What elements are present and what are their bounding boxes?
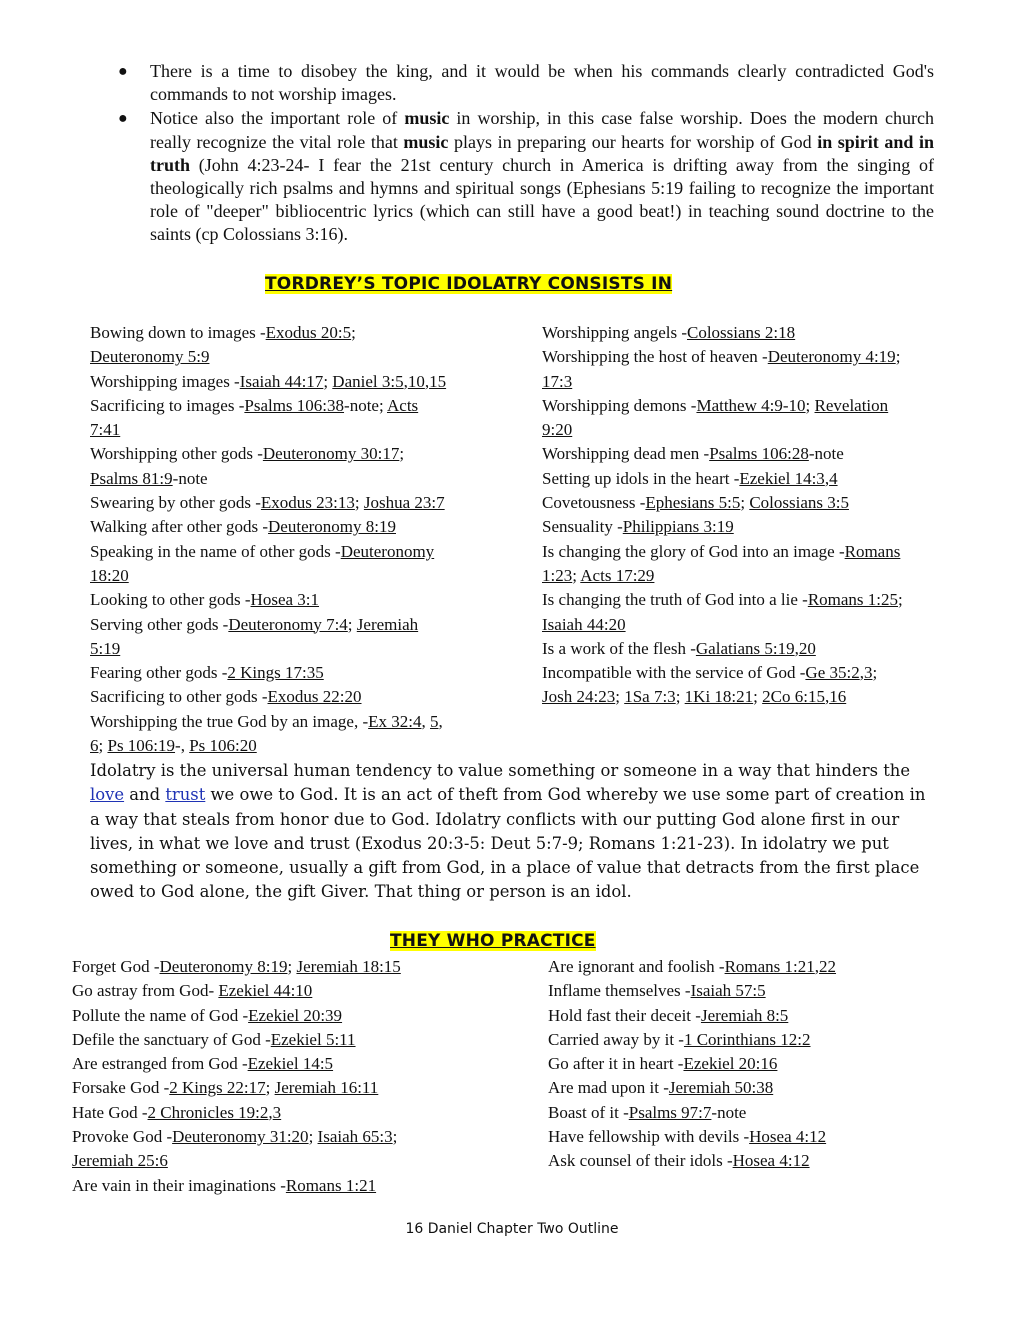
scripture-link[interactable]: 1Sa 7:3 xyxy=(624,687,676,707)
idolatry-right-column xyxy=(542,321,942,710)
text-run: Worshipping demons - xyxy=(542,395,697,415)
scripture-link[interactable]: Isaiah 65:3 xyxy=(317,1127,393,1147)
scripture-link[interactable]: Romans xyxy=(844,541,901,561)
scripture-link[interactable]: Romans 1:21 xyxy=(724,957,815,976)
outline-line xyxy=(72,1101,532,1125)
scripture-link[interactable]: Revelation xyxy=(814,395,889,415)
text-run: Looking to other gods - xyxy=(90,590,251,610)
scripture-link[interactable]: 2 Chronicles 19:2 xyxy=(147,1102,269,1122)
practice-left-column xyxy=(72,955,532,1198)
text-run: ; xyxy=(287,957,297,976)
scripture-link[interactable]: 2 Kings 22:17 xyxy=(169,1078,266,1098)
outline-line xyxy=(90,345,490,369)
scripture-link[interactable]: Jeremiah 18:15 xyxy=(296,957,401,976)
scripture-link[interactable]: Deuteronomy 8:19 xyxy=(159,957,288,976)
scripture-link[interactable]: 4 xyxy=(829,468,838,488)
text-run: , xyxy=(424,371,430,391)
idolatry-definition-paragraph xyxy=(90,759,926,905)
outline-line xyxy=(90,394,490,418)
text-run: ; xyxy=(347,614,357,634)
outline-line xyxy=(72,1028,532,1052)
emphasis-text: in spirit and in truth xyxy=(150,131,934,175)
outline-line xyxy=(542,394,942,418)
scripture-link[interactable]: Galatians 5:19 xyxy=(695,638,795,658)
outline-line xyxy=(72,1076,532,1100)
scripture-link[interactable]: 18:20 xyxy=(90,565,129,585)
scripture-link[interactable]: 2 Kings 17:35 xyxy=(227,663,324,683)
scripture-link[interactable]: Hosea 4:12 xyxy=(732,1151,810,1171)
scripture-link[interactable]: Deuteronomy xyxy=(340,541,435,561)
text-run: ; xyxy=(615,687,625,707)
text-run: Boast of it - xyxy=(548,1102,629,1122)
outline-line xyxy=(90,467,490,491)
outline-line xyxy=(72,979,532,1003)
scripture-link[interactable]: Ezekiel 14:5 xyxy=(247,1054,334,1074)
text-run: ; xyxy=(872,663,878,683)
text-run: Covetousness - xyxy=(542,493,646,513)
outline-line xyxy=(90,564,490,588)
practice-right-column xyxy=(548,955,968,1174)
bullet-dot-icon: ● xyxy=(118,110,128,128)
text-run: , xyxy=(824,687,830,707)
text-run: Inflame themselves - xyxy=(548,981,691,1001)
outline-line xyxy=(90,685,490,709)
text-run: Hate God - xyxy=(72,1102,148,1122)
text-run: Carried away by it - xyxy=(548,1029,684,1049)
scripture-link[interactable]: Exodus 20:5 xyxy=(265,323,352,342)
text-run: Forget God - xyxy=(72,957,160,976)
text-run: , xyxy=(438,711,443,731)
scripture-link[interactable]: Psalms 106:38 xyxy=(244,395,345,415)
outline-line xyxy=(90,710,490,734)
bullet-item xyxy=(112,107,934,246)
text-run: -, xyxy=(175,736,190,756)
section-heading-practice xyxy=(390,931,596,951)
outline-line xyxy=(90,515,490,539)
outline-line xyxy=(542,467,942,491)
text-run: Serving other gods - xyxy=(90,614,229,634)
text-run: ; xyxy=(265,1078,275,1098)
scripture-link[interactable]: Ge 35:2 xyxy=(805,663,860,683)
scripture-link[interactable]: 17:3 xyxy=(542,371,573,391)
scripture-link[interactable]: Jeremiah 50:38 xyxy=(668,1078,774,1098)
text-run: Hold fast their deceit - xyxy=(548,1005,701,1025)
emphasis-text: music xyxy=(403,131,449,152)
text-run: Walking after other gods - xyxy=(90,517,269,537)
scripture-link[interactable]: Colossians 2:18 xyxy=(687,323,796,342)
section-heading-text: TORDREY’S TOPIC IDOLATRY CONSISTS IN xyxy=(265,274,673,294)
scripture-link[interactable]: Deuteronomy 7:4 xyxy=(228,614,348,634)
text-run: ; xyxy=(308,1127,318,1147)
outline-line xyxy=(90,418,490,442)
text-run: Ask counsel of their idols - xyxy=(548,1151,733,1171)
scripture-link[interactable]: Daniel 3:5 xyxy=(332,371,404,391)
scripture-link[interactable]: Ezekiel 14:3 xyxy=(739,468,825,488)
scripture-link[interactable]: 5 xyxy=(430,711,439,731)
scripture-link[interactable]: 20 xyxy=(798,638,816,658)
text-run: ; xyxy=(399,444,405,464)
scripture-link[interactable]: 6 xyxy=(90,736,99,756)
outline-line xyxy=(542,345,942,369)
text-run: Worshipping other gods - xyxy=(90,444,263,464)
text-run: Worshipping the true God by an image, - xyxy=(90,711,369,731)
scripture-link[interactable]: 1Ki 18:21 xyxy=(684,687,754,707)
text-run: Provoke God - xyxy=(72,1127,173,1147)
text-run: Have fellowship with devils - xyxy=(548,1127,750,1147)
text-run: -note xyxy=(711,1102,747,1122)
outline-line xyxy=(542,564,942,588)
scripture-link[interactable]: Deuteronomy 31:20 xyxy=(172,1127,309,1147)
scripture-link[interactable]: 3 xyxy=(863,663,873,683)
outline-line xyxy=(90,442,490,466)
text-run: , xyxy=(421,711,430,731)
text-run: ; xyxy=(805,395,815,415)
text-run: Worshipping the host of heaven - xyxy=(542,347,768,367)
outline-line xyxy=(542,515,942,539)
text-run: ; xyxy=(572,565,581,585)
section-heading-idolatry xyxy=(265,274,672,294)
scripture-link[interactable]: 7:41 xyxy=(90,420,121,440)
scripture-link[interactable]: Exodus 23:13 xyxy=(260,493,355,513)
outline-line xyxy=(72,1174,532,1198)
text-run: Incompatible with the service of God - xyxy=(542,663,806,683)
text-run: -note xyxy=(172,468,208,488)
outline-line xyxy=(90,321,490,345)
text-run: ; xyxy=(898,590,903,610)
outline-line xyxy=(548,1101,968,1125)
scripture-link[interactable]: Philippians 3:19 xyxy=(622,517,734,537)
text-run: -note xyxy=(808,444,844,464)
text-run: Is a work of the flesh - xyxy=(542,638,696,658)
scripture-link[interactable]: Josh 24:23 xyxy=(542,687,616,707)
scripture-link[interactable]: Ezekiel 20:16 xyxy=(683,1054,778,1074)
scripture-link[interactable]: 16 xyxy=(829,687,847,707)
text-run: ; xyxy=(392,1127,398,1147)
text-run: in worship, in this case false worship. Does the modern church really recognize the vital role that xyxy=(150,108,934,152)
page-footer: 16 Daniel Chapter Two Outline xyxy=(405,1221,619,1237)
scripture-link[interactable]: Ps 106:19 xyxy=(107,736,176,756)
scripture-link[interactable]: Ephesians 5:5 xyxy=(645,493,741,513)
scripture-link[interactable]: Hosea 3:1 xyxy=(250,590,320,610)
outline-line xyxy=(548,1076,968,1100)
text-run: Idolatry is the universal human tendency to value something or someone in a way that hinders the xyxy=(90,761,911,780)
outline-line xyxy=(72,955,532,979)
outline-line xyxy=(90,370,490,394)
scripture-link[interactable]: Ps 106:20 xyxy=(189,736,257,756)
outline-line xyxy=(90,661,490,685)
outline-line xyxy=(542,540,942,564)
text-run: Are estranged from God - xyxy=(72,1054,248,1074)
scripture-link[interactable]: Deuteronomy 30:17 xyxy=(262,444,400,464)
outline-line xyxy=(90,734,490,758)
bullet-item xyxy=(112,60,934,106)
scripture-link[interactable]: Romans 1:21 xyxy=(285,1175,377,1195)
text-run: Setting up idols in the heart - xyxy=(542,468,740,488)
scripture-link[interactable]: Deuteronomy 8:19 xyxy=(268,517,396,537)
scripture-link[interactable]: 9:20 xyxy=(542,420,573,440)
text-run: Worshipping angels - xyxy=(542,323,687,342)
outline-line xyxy=(548,1125,968,1149)
outline-line xyxy=(548,1028,968,1052)
text-run: , xyxy=(824,468,830,488)
scripture-link[interactable]: Jeremiah 25:6 xyxy=(72,1151,168,1171)
bullet-text xyxy=(150,61,934,104)
scripture-link[interactable]: Deuteronomy 4:19 xyxy=(767,347,896,367)
scripture-link[interactable]: 2Co 6:15 xyxy=(762,687,825,707)
idolatry-left-column xyxy=(90,321,490,758)
text-run: Defile the sanctuary of God - xyxy=(72,1029,271,1049)
outline-line xyxy=(542,442,942,466)
outline-line xyxy=(542,370,942,394)
scripture-link[interactable]: Jeremiah xyxy=(356,614,419,634)
outline-line xyxy=(542,588,942,612)
scripture-link[interactable]: Jeremiah 16:11 xyxy=(274,1078,379,1098)
text-run: Worshipping dead men - xyxy=(542,444,710,464)
text-run: ; xyxy=(895,347,901,367)
outline-line xyxy=(72,1149,532,1173)
scripture-link[interactable]: trust xyxy=(165,785,206,805)
text-run: Is changing the glory of God into an image - xyxy=(542,541,845,561)
text-run: Fearing other gods - xyxy=(90,663,228,683)
text-run: we owe to God. It is an act of theft from God whereby we use some part of creation in a way that steals from honor due to God. Idolatry conflicts with our putting God alone first in our lives, in what we love and trust (Exodus 20:3-5: Deut 5:7-9; Romans 1:21-23). In idolatry we put something or someone, usually a gift from God, in a place of value that detracts from the first place owed to God alone, the gift Giver. That thing or person is an idol. xyxy=(90,785,926,902)
text-run: Go after it in heart - xyxy=(548,1054,684,1074)
scripture-link[interactable]: 5:19 xyxy=(90,638,121,658)
scripture-link[interactable]: Romans 1:25 xyxy=(807,590,899,610)
text-run: Worshipping images - xyxy=(90,371,240,391)
outline-line xyxy=(542,661,942,685)
text-run: Go astray from God- xyxy=(72,981,219,1001)
outline-line xyxy=(72,1004,532,1028)
scripture-link[interactable]: Hosea 4:12 xyxy=(749,1127,827,1147)
text-run: Sacrificing to images - xyxy=(90,395,245,415)
text-run: Are vain in their imaginations - xyxy=(72,1175,286,1195)
outline-line xyxy=(548,1052,968,1076)
text-run: ; xyxy=(354,493,364,513)
text-run: (John 4:23-24- I fear the 21st century church in America is drifting away from the singing of theologically rich psalms and hymns and spiritual songs (Ephesians 5:19 failing to recognize the important role of "deeper" bibliocentric lyrics (which can still have a good beat!) in teaching sound doctrine to the saints (cp Colossians 3:16). xyxy=(150,154,934,245)
text-run: There is a time to disobey the king, and it would be when his commands clearly contradicted God's commands to not worship images. xyxy=(150,61,934,105)
scripture-link[interactable]: Jeremiah 8:5 xyxy=(700,1005,789,1025)
text-run: Are mad upon it - xyxy=(548,1078,669,1098)
text-run: Is changing the truth of God into a lie - xyxy=(542,590,808,610)
scripture-link[interactable]: 10 xyxy=(407,371,425,391)
text-run: ; xyxy=(753,687,763,707)
text-run: Are ignorant and foolish - xyxy=(548,957,725,976)
bullet-dot-icon: ● xyxy=(118,63,128,80)
text-run: ; xyxy=(740,493,750,513)
scripture-link[interactable]: Psalms 106:28 xyxy=(709,444,809,464)
outline-line xyxy=(548,979,968,1003)
text-run: Sacrificing to other gods - xyxy=(90,687,268,707)
text-run: Forsake God - xyxy=(72,1078,170,1098)
bullet-list xyxy=(112,60,934,247)
scripture-link[interactable]: Deuteronomy 5:9 xyxy=(90,347,210,367)
scripture-link[interactable]: Isaiah 57:5 xyxy=(690,981,766,1001)
emphasis-text: music xyxy=(404,108,450,129)
text-run: Pollute the name of God - xyxy=(72,1005,249,1025)
text-run: Sensuality - xyxy=(542,517,623,537)
text-run: Speaking in the name of other gods - xyxy=(90,541,341,561)
text-run: , xyxy=(403,371,408,391)
outline-line xyxy=(542,491,942,515)
outline-line xyxy=(72,1052,532,1076)
outline-line xyxy=(72,1125,532,1149)
text-run: , xyxy=(794,638,799,658)
scripture-link[interactable]: Matthew 4:9-10 xyxy=(696,395,806,415)
outline-line xyxy=(90,491,490,515)
text-run: , xyxy=(859,663,864,683)
text-run: ; xyxy=(323,371,333,391)
text-run: , xyxy=(268,1102,273,1122)
scripture-link[interactable]: love xyxy=(90,785,125,805)
scripture-link[interactable]: 1 Corinthians 12:2 xyxy=(683,1029,811,1049)
scripture-link[interactable]: Isaiah 44:20 xyxy=(542,614,626,634)
outline-line xyxy=(548,1149,968,1173)
outline-line xyxy=(90,540,490,564)
outline-line xyxy=(542,637,942,661)
text-run: , xyxy=(814,957,820,976)
scripture-link[interactable]: Ezekiel 20:39 xyxy=(248,1005,343,1025)
outline-line xyxy=(90,588,490,612)
text-run: ; xyxy=(675,687,685,707)
outline-line xyxy=(542,685,942,709)
outline-line xyxy=(90,613,490,637)
scripture-link[interactable]: 3 xyxy=(272,1102,282,1122)
text-run: ; xyxy=(351,323,356,342)
text-run: Bowing down to images - xyxy=(90,323,266,342)
scripture-link[interactable]: Psalms 81:9 xyxy=(90,468,173,488)
text-run: -note; xyxy=(344,395,387,415)
scripture-link[interactable]: Exodus 22:20 xyxy=(267,687,362,707)
outline-line xyxy=(548,1004,968,1028)
scripture-link[interactable]: Colossians 3:5 xyxy=(749,493,849,513)
text-run: Notice also the important role of xyxy=(150,108,405,129)
scripture-link[interactable]: 15 xyxy=(429,371,447,391)
scripture-link[interactable]: Psalms 97:7 xyxy=(628,1102,712,1122)
scripture-link[interactable]: Ezekiel 44:10 xyxy=(218,981,313,1001)
section-heading-text: THEY WHO PRACTICE xyxy=(390,931,596,951)
scripture-link[interactable]: Ezekiel 5:11 xyxy=(270,1029,356,1049)
text-run: ; xyxy=(98,736,108,756)
text-run: and xyxy=(124,785,166,805)
text-run: Swearing by other gods - xyxy=(90,493,261,513)
outline-line xyxy=(548,955,968,979)
scripture-link[interactable]: 22 xyxy=(819,957,837,976)
scripture-link[interactable]: 1:23 xyxy=(542,565,573,585)
outline-line xyxy=(542,321,942,345)
scripture-link[interactable]: Isaiah 44:17 xyxy=(239,371,324,391)
scripture-link[interactable]: Joshua 23:7 xyxy=(363,493,445,513)
bullet-text xyxy=(150,108,934,244)
scripture-link[interactable]: Acts 17:29 xyxy=(580,565,655,585)
scripture-link[interactable]: Ex 32:4 xyxy=(368,711,422,731)
scripture-link[interactable]: Acts xyxy=(387,395,419,415)
outline-line xyxy=(542,613,942,637)
text-run: plays in preparing our hearts for worship of God xyxy=(448,131,818,152)
outline-line xyxy=(90,637,490,661)
outline-line xyxy=(542,418,942,442)
